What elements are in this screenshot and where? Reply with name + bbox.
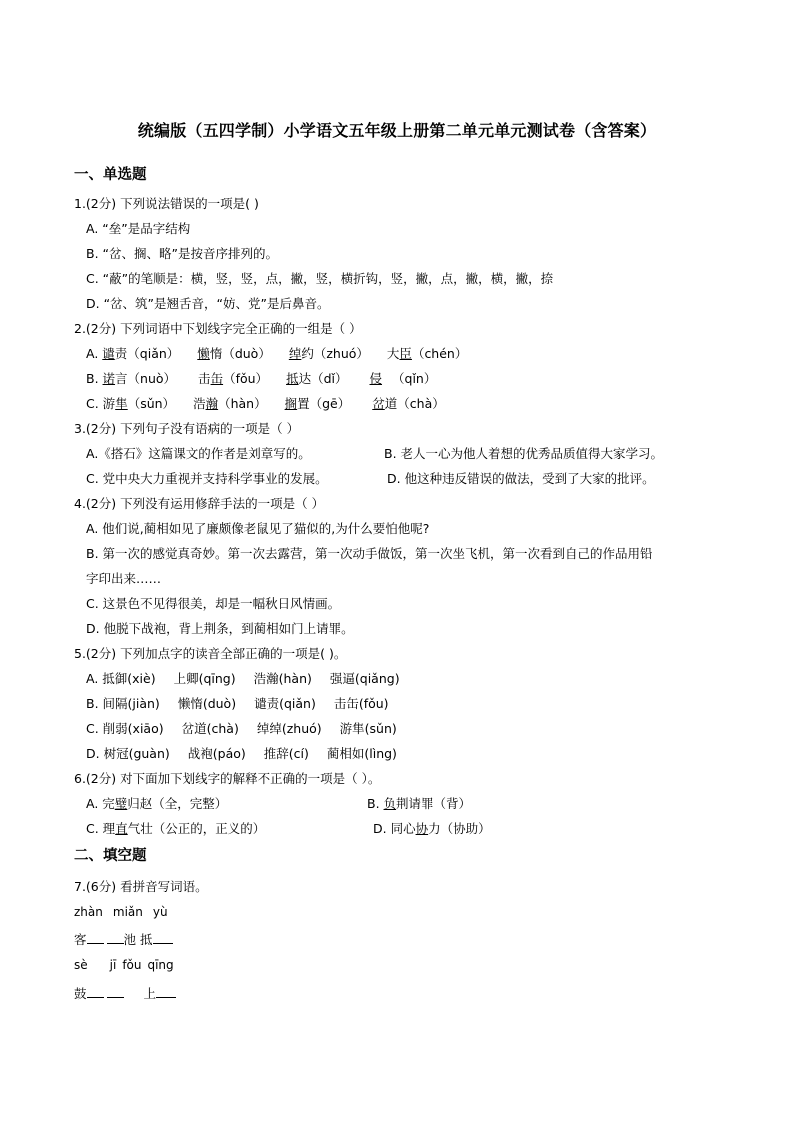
q3-stem: 3.(2分) 下列句子没有语病的一项是（ ）: [74, 421, 300, 436]
q4-option-c: C. 这景色不见得很美，却是一幅秋日风情画。: [86, 596, 341, 611]
q4-option-a: A. 他们说,蔺相如见了廉颇像老鼠见了猫似的,为什么要怕他呢?: [86, 521, 430, 536]
q5-option-b: B. 间隔(jiàn) 懒惰(duò) 谴责(qiǎn) 击缶(fǒu): [86, 696, 389, 711]
q2-option-a: A. 谴责（qiǎn） 懒惰（duò） 绰约（zhuó） 大臣（chén）: [86, 346, 468, 361]
q6-stem: 6.(2分) 对下面加下划线字的解释不正确的一项是（ ）。: [74, 771, 381, 786]
q1-option-b: B. “岔、搁、略”是按音序排列的。: [86, 246, 278, 261]
answer-blank[interactable]: [87, 931, 104, 944]
section-single-choice: 一、单选题: [74, 167, 147, 183]
q4-option-b-cont: 字印出来……: [86, 571, 162, 586]
q4-option-b: B. 第一次的感觉真奇妙。第一次去露营，第一次动手做饭，第一次坐飞机，第一次看到自己的作品用铅: [86, 546, 653, 561]
q4-stem: 4.(2分) 下列没有运用修辞手法的一项是（ ）: [74, 496, 325, 511]
q5-option-c: C. 削弱(xiāo) 岔道(chà) 绰绰(zhuó) 游隼(sǔn): [86, 721, 397, 736]
q2-option-c: C. 游隼（sǔn） 浩瀚（hàn） 搁置（gē） 岔道（chà）: [86, 396, 445, 411]
q3-option-b: B. 老人一心为他人着想的优秀品质值得大家学习。: [384, 446, 664, 461]
q1-option-c: C. “蔽”的笔顺是：横，竖，竖，点，撇，竖，横折钩，竖，撇，点，撇，横，撇，捺: [86, 271, 554, 286]
answer-blank[interactable]: [107, 985, 124, 998]
q7-stem: 7.(6分) 看拼音写词语。: [74, 879, 208, 894]
q1-stem: 1.(2分) 下列说法错误的一项是( ): [74, 196, 259, 211]
q6-option-c: C. 理直气壮（公正的，正义的）: [86, 821, 266, 836]
q4-option-d: D. 他脱下战袍，背上荆条，到蔺相如门上请罪。: [86, 621, 354, 636]
q5-option-d: D. 树冠(guàn) 战袍(páo) 推辞(cí) 蔺相如(lìng): [86, 746, 397, 761]
q6-option-d: D. 同心协力（协助）: [373, 821, 491, 836]
q5-stem: 5.(2分) 下列加点字的读音全部正确的一项是( )。: [74, 646, 347, 661]
q3-option-a: A.《搭石》这篇课文的作者是刘章写的。: [86, 446, 311, 461]
section-fill-in: 二、填空题: [74, 848, 147, 864]
answer-blank[interactable]: [107, 931, 124, 944]
answer-blank[interactable]: [153, 931, 173, 944]
q3-option-d: D. 他这种违反错误的做法，受到了大家的批评。: [387, 471, 655, 486]
q3-option-c: C. 党中央大力重视并支持科学事业的发展。: [86, 471, 328, 486]
q2-stem: 2.(2分) 下列词语中下划线字完全正确的一组是（ ）: [74, 321, 362, 336]
answer-blank[interactable]: [156, 985, 176, 998]
q2-option-b: B. 诺言（nuò） 击缶（fǒu） 抵达（dǐ） 侵 （qǐn）: [86, 371, 437, 386]
q6-option-a: A. 完璧归赵（全，完整）: [86, 796, 228, 811]
answer-blank[interactable]: [87, 985, 104, 998]
q6-option-b: B. 负荆请罪（背）: [367, 796, 472, 811]
q5-option-a: A. 抵御(xiè) 上卿(qīng) 浩瀚(hàn) 强逼(qiǎng): [86, 671, 400, 686]
q7-words-row-1: 客 池 抵: [74, 931, 173, 949]
q7-words-row-2: 鼓 上: [74, 985, 176, 1003]
page-title: 统编版（五四学制）小学语文五年级上册第二单元单元测试卷（含答案）: [137, 121, 657, 140]
q7-pinyin-row-2: sè jī fǒu qīng: [74, 958, 174, 972]
q1-option-d: D. “岔、筑”是翘舌音，“妨、党”是后鼻音。: [86, 296, 330, 311]
q7-pinyin-row-1: zhàn miǎn yù: [74, 905, 168, 919]
q1-option-a: A. “垒”是品字结构: [86, 221, 191, 236]
